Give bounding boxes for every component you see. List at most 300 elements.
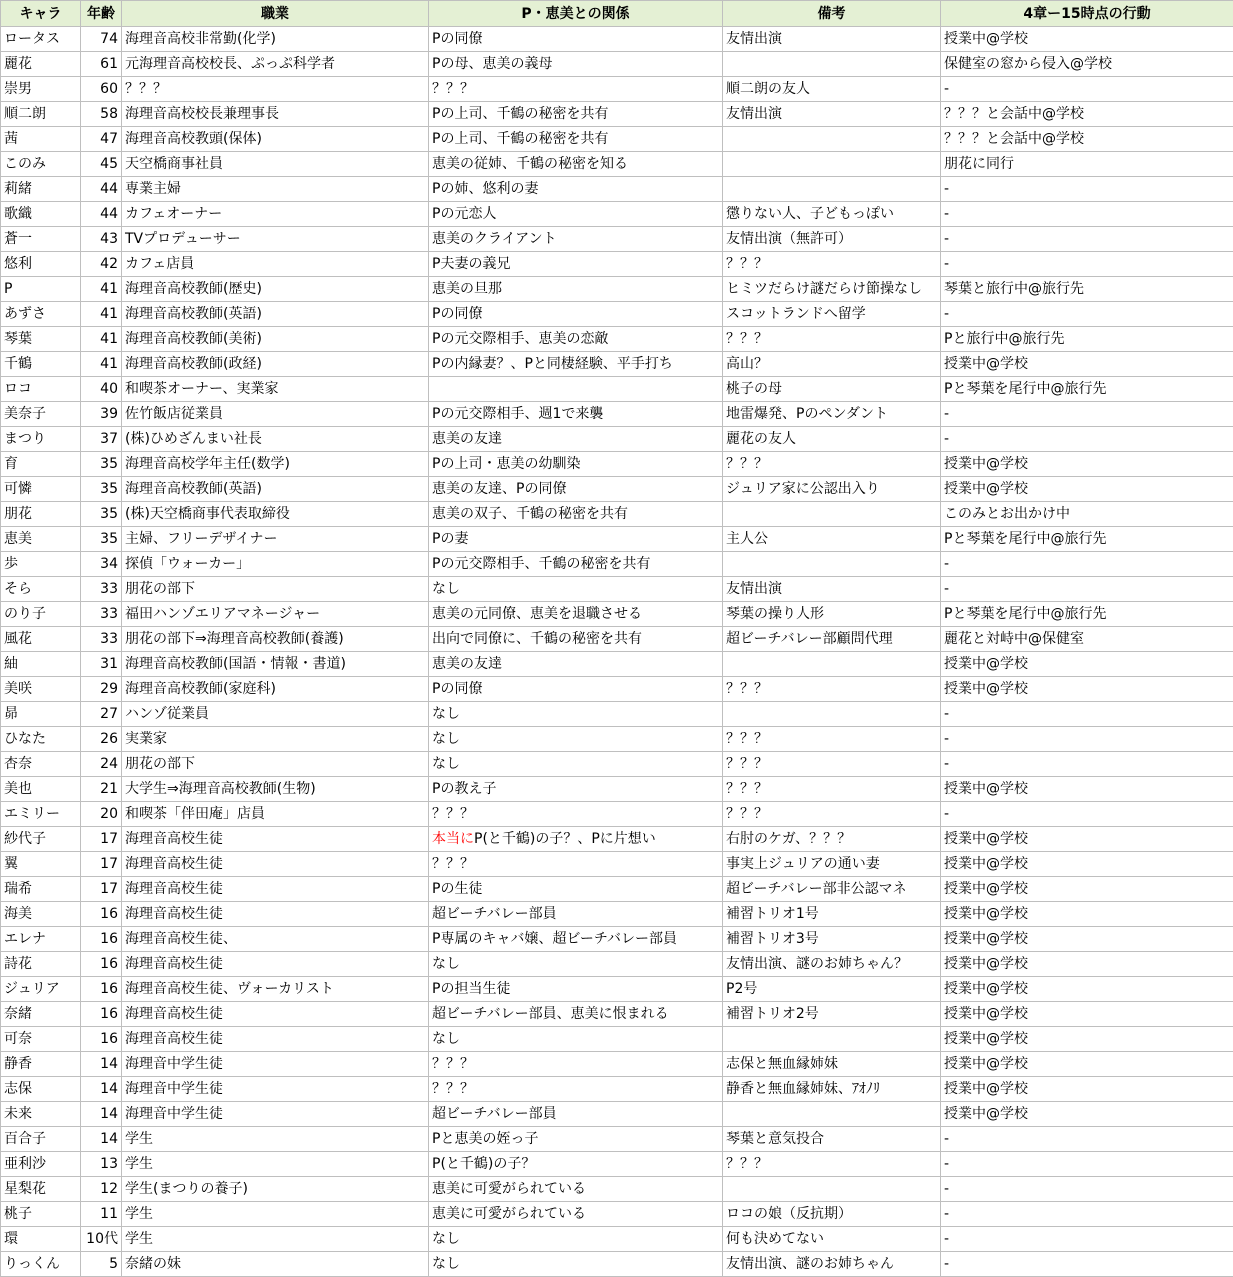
cell-chara[interactable]: 奈緒 [1,1002,81,1027]
cell-notes[interactable] [723,702,941,727]
cell-action[interactable]: - [941,1252,1233,1277]
cell-age[interactable]: 61 [81,52,122,77]
cell-job[interactable]: 天空橋商事社員 [122,152,429,177]
cell-notes[interactable] [723,177,941,202]
cell-job[interactable]: 学生 [122,1202,429,1227]
cell-job[interactable]: 学生(まつりの養子) [122,1177,429,1202]
cell-job[interactable]: 海理音高校生徒 [122,852,429,877]
cell-age[interactable]: 42 [81,252,122,277]
cell-age[interactable]: 58 [81,102,122,127]
cell-notes[interactable]: ？？？ [723,752,941,777]
cell-chara[interactable]: りっくん [1,1252,81,1277]
cell-job[interactable]: TVプロデューサー [122,227,429,252]
cell-age[interactable]: 17 [81,827,122,852]
cell-relation[interactable]: Pの元交際相手、週1で来襲 [429,402,723,427]
header-age[interactable]: 年齢 [81,1,122,27]
cell-age[interactable]: 44 [81,202,122,227]
cell-relation[interactable]: なし [429,752,723,777]
cell-relation[interactable]: 恵美の旦那 [429,277,723,302]
cell-notes[interactable]: 桃子の母 [723,377,941,402]
cell-action[interactable]: Pと琴葉を尾行中@旅行先 [941,377,1233,402]
cell-relation[interactable]: 恵美のクライアント [429,227,723,252]
cell-chara[interactable]: P [1,277,81,302]
cell-relation[interactable]: 超ビーチバレー部員 [429,902,723,927]
cell-action[interactable]: 授業中@学校 [941,977,1233,1002]
cell-action[interactable]: Pと旅行中@旅行先 [941,327,1233,352]
cell-job[interactable]: 海理音高校教頭(保体) [122,127,429,152]
cell-relation[interactable]: 出向で同僚に、千鶴の秘密を共有 [429,627,723,652]
cell-chara[interactable]: 千鶴 [1,352,81,377]
header-job[interactable]: 職業 [122,1,429,27]
cell-chara[interactable]: 可奈 [1,1027,81,1052]
cell-age[interactable]: 27 [81,702,122,727]
header-relation[interactable]: P・恵美との関係 [429,1,723,27]
cell-age[interactable]: 44 [81,177,122,202]
cell-action[interactable]: 授業中@学校 [941,927,1233,952]
cell-chara[interactable]: 紬 [1,652,81,677]
cell-job[interactable]: 海理音高校生徒 [122,1002,429,1027]
cell-notes[interactable]: ヒミツだらけ謎だらけ節操なし [723,277,941,302]
cell-action[interactable]: 授業中@学校 [941,852,1233,877]
cell-job[interactable]: ハンゾ従業員 [122,702,429,727]
cell-relation[interactable]: Pの教え子 [429,777,723,802]
cell-chara[interactable]: ロータス [1,27,81,52]
cell-relation[interactable]: ？？？ [429,852,723,877]
header-action[interactable]: 4章ー15時点の行動 [941,1,1233,27]
cell-action[interactable]: 琴葉と旅行中@旅行先 [941,277,1233,302]
cell-chara[interactable]: 未来 [1,1102,81,1127]
cell-relation[interactable]: 超ビーチバレー部員、恵美に恨まれる [429,1002,723,1027]
cell-age[interactable]: 33 [81,602,122,627]
cell-relation[interactable]: なし [429,952,723,977]
cell-age[interactable]: 16 [81,902,122,927]
cell-action[interactable]: - [941,1177,1233,1202]
cell-relation[interactable]: 恵美の従姉、千鶴の秘密を知る [429,152,723,177]
cell-notes[interactable]: ？？？ [723,1152,941,1177]
cell-age[interactable]: 45 [81,152,122,177]
cell-notes[interactable]: 高山？ [723,352,941,377]
cell-relation[interactable]: 恵美の友達 [429,427,723,452]
cell-relation[interactable]: Pの上司、千鶴の秘密を共有 [429,127,723,152]
cell-chara[interactable]: ロコ [1,377,81,402]
cell-relation[interactable]: 恵美に可愛がられている [429,1202,723,1227]
cell-notes[interactable] [723,552,941,577]
cell-job[interactable]: 和喫茶オーナー、実業家 [122,377,429,402]
cell-job[interactable]: 探偵「ウォーカー」 [122,552,429,577]
cell-chara[interactable]: 静香 [1,1052,81,1077]
cell-relation[interactable]: Pの担当生徒 [429,977,723,1002]
cell-relation[interactable]: Pの生徒 [429,877,723,902]
cell-notes[interactable]: ？？？ [723,677,941,702]
cell-age[interactable]: 33 [81,627,122,652]
cell-age[interactable]: 24 [81,752,122,777]
cell-chara[interactable]: 星梨花 [1,1177,81,1202]
cell-age[interactable]: 14 [81,1102,122,1127]
cell-notes[interactable] [723,52,941,77]
cell-job[interactable]: 海理音高校教師(英語) [122,302,429,327]
cell-relation[interactable]: Pの上司、千鶴の秘密を共有 [429,102,723,127]
cell-chara[interactable]: 紗代子 [1,827,81,852]
cell-job[interactable]: 海理音高校教師(政経) [122,352,429,377]
cell-action[interactable]: 授業中@学校 [941,952,1233,977]
cell-chara[interactable]: 麗花 [1,52,81,77]
cell-action[interactable]: 授業中@学校 [941,827,1233,852]
cell-age[interactable]: 17 [81,877,122,902]
cell-notes[interactable]: 主人公 [723,527,941,552]
cell-age[interactable]: 41 [81,277,122,302]
cell-relation[interactable]: Pの姉、悠利の妻 [429,177,723,202]
cell-age[interactable]: 11 [81,1202,122,1227]
cell-chara[interactable]: 琴葉 [1,327,81,352]
cell-job[interactable]: 大学生⇒海理音高校教師(生物) [122,777,429,802]
cell-age[interactable]: 16 [81,1002,122,1027]
cell-notes[interactable]: ロコの娘（反抗期） [723,1202,941,1227]
cell-notes[interactable]: 友情出演（無許可） [723,227,941,252]
cell-action[interactable]: 授業中@学校 [941,452,1233,477]
cell-action[interactable]: - [941,1202,1233,1227]
cell-action[interactable]: - [941,402,1233,427]
cell-action[interactable]: Pと琴葉を尾行中@旅行先 [941,602,1233,627]
cell-job[interactable]: 和喫茶「伴田庵」店員 [122,802,429,827]
cell-notes[interactable]: 志保と無血縁姉妹 [723,1052,941,1077]
cell-chara[interactable]: ジュリア [1,977,81,1002]
cell-job[interactable]: 海理音高校教師(家庭科) [122,677,429,702]
cell-job[interactable]: 海理音高校生徒、 [122,927,429,952]
cell-notes[interactable]: ？？？ [723,727,941,752]
cell-chara[interactable]: 風花 [1,627,81,652]
cell-action[interactable]: ？？？と会話中@学校 [941,127,1233,152]
cell-action[interactable]: - [941,202,1233,227]
cell-job[interactable]: (株)ひめざんまい社長 [122,427,429,452]
cell-job[interactable]: 学生 [122,1127,429,1152]
cell-chara[interactable]: 翼 [1,852,81,877]
cell-job[interactable]: 佐竹飯店従業員 [122,402,429,427]
cell-age[interactable]: 40 [81,377,122,402]
cell-chara[interactable]: 歩 [1,552,81,577]
cell-action[interactable]: - [941,577,1233,602]
cell-relation[interactable]: Pの同僚 [429,677,723,702]
cell-age[interactable]: 29 [81,677,122,702]
cell-age[interactable]: 35 [81,527,122,552]
cell-notes[interactable]: P2号 [723,977,941,1002]
cell-relation[interactable]: ？？？ [429,1052,723,1077]
cell-relation[interactable]: なし [429,1027,723,1052]
cell-notes[interactable]: 何も決めてない [723,1227,941,1252]
cell-action[interactable]: - [941,77,1233,102]
cell-job[interactable]: 海理音高校学年主任(数学) [122,452,429,477]
cell-action[interactable]: - [941,1127,1233,1152]
cell-age[interactable]: 21 [81,777,122,802]
cell-chara[interactable]: 育 [1,452,81,477]
cell-job[interactable]: 海理音高校非常勤(化学) [122,27,429,52]
cell-notes[interactable]: 事実上ジュリアの通い妻 [723,852,941,877]
cell-chara[interactable]: 百合子 [1,1127,81,1152]
cell-chara[interactable]: まつり [1,427,81,452]
cell-chara[interactable]: のり子 [1,602,81,627]
cell-age[interactable]: 31 [81,652,122,677]
cell-age[interactable]: 14 [81,1077,122,1102]
cell-action[interactable]: - [941,552,1233,577]
cell-job[interactable]: カフェ店員 [122,252,429,277]
cell-notes[interactable]: スコットランドへ留学 [723,302,941,327]
cell-age[interactable]: 35 [81,502,122,527]
cell-chara[interactable]: 美也 [1,777,81,802]
cell-notes[interactable]: 超ビーチバレー部顧問代理 [723,627,941,652]
cell-relation[interactable]: なし [429,1227,723,1252]
cell-action[interactable]: ？？？と会話中@学校 [941,102,1233,127]
cell-age[interactable]: 16 [81,977,122,1002]
cell-job[interactable]: 海理音高校生徒 [122,902,429,927]
cell-job[interactable]: 海理音中学生徒 [122,1077,429,1102]
cell-job[interactable]: 海理音高校生徒、ヴォーカリスト [122,977,429,1002]
cell-notes[interactable]: 地雷爆発、Pのペンダント [723,402,941,427]
cell-job[interactable]: 海理音高校生徒 [122,827,429,852]
cell-age[interactable]: 35 [81,477,122,502]
cell-job[interactable]: 海理音高校教師(国語・情報・書道) [122,652,429,677]
cell-chara[interactable]: 朋花 [1,502,81,527]
cell-relation[interactable]: P(と千鶴)の子？ [429,1152,723,1177]
cell-job[interactable]: 海理音高校生徒 [122,1027,429,1052]
cell-notes[interactable]: 麗花の友人 [723,427,941,452]
cell-action[interactable]: 授業中@学校 [941,27,1233,52]
cell-chara[interactable]: 杏奈 [1,752,81,777]
cell-action[interactable]: Pと琴葉を尾行中@旅行先 [941,527,1233,552]
cell-age[interactable]: 14 [81,1052,122,1077]
cell-relation[interactable]: なし [429,577,723,602]
cell-age[interactable]: 37 [81,427,122,452]
cell-age[interactable]: 10代 [81,1227,122,1252]
cell-chara[interactable]: 茜 [1,127,81,152]
cell-relation[interactable]: ？？？ [429,802,723,827]
cell-chara[interactable]: 可憐 [1,477,81,502]
cell-action[interactable]: 授業中@学校 [941,677,1233,702]
cell-notes[interactable]: 友情出演 [723,102,941,127]
cell-job[interactable]: 海理音高校生徒 [122,877,429,902]
cell-notes[interactable]: 超ビーチバレー部非公認マネ [723,877,941,902]
cell-action[interactable]: - [941,177,1233,202]
cell-relation[interactable]: Pと恵美の姪っ子 [429,1127,723,1152]
cell-action[interactable]: 授業中@学校 [941,1077,1233,1102]
cell-age[interactable]: 74 [81,27,122,52]
cell-age[interactable]: 35 [81,452,122,477]
cell-action[interactable]: - [941,427,1233,452]
cell-notes[interactable]: 順二朗の友人 [723,77,941,102]
cell-chara[interactable]: 志保 [1,1077,81,1102]
cell-relation[interactable] [429,827,723,852]
cell-age[interactable]: 41 [81,352,122,377]
cell-relation[interactable]: なし [429,727,723,752]
cell-job[interactable]: 朋花の部下 [122,577,429,602]
cell-notes[interactable]: 琴葉の操り人形 [723,602,941,627]
cell-chara[interactable]: あずさ [1,302,81,327]
cell-action[interactable]: 授業中@学校 [941,1102,1233,1127]
cell-relation[interactable]: Pの同僚 [429,27,723,52]
cell-relation[interactable]: Pの妻 [429,527,723,552]
cell-age[interactable]: 33 [81,577,122,602]
cell-action[interactable]: 朋花に同行 [941,152,1233,177]
cell-chara[interactable]: 恵美 [1,527,81,552]
cell-notes[interactable]: ？？？ [723,777,941,802]
cell-action[interactable]: - [941,1227,1233,1252]
cell-relation[interactable]: Pの内縁妻？、Pと同棲経験、平手打ち [429,352,723,377]
cell-chara[interactable]: 美奈子 [1,402,81,427]
cell-chara[interactable]: 瑞希 [1,877,81,902]
header-notes[interactable]: 備考 [723,1,941,27]
cell-job[interactable]: カフェオーナー [122,202,429,227]
cell-notes[interactable]: 友情出演 [723,27,941,52]
cell-relation[interactable]: Pの上司・恵美の幼馴染 [429,452,723,477]
cell-job[interactable]: 朋花の部下 [122,752,429,777]
cell-chara[interactable]: そら [1,577,81,602]
cell-action[interactable]: このみとお出かけ中 [941,502,1233,527]
cell-notes[interactable] [723,1027,941,1052]
cell-relation[interactable]: なし [429,1252,723,1277]
cell-chara[interactable]: エミリー [1,802,81,827]
cell-relation[interactable]: P専属のキャバ嬢、超ビーチバレー部員 [429,927,723,952]
cell-notes[interactable] [723,127,941,152]
cell-action[interactable]: 授業中@学校 [941,652,1233,677]
cell-age[interactable]: 47 [81,127,122,152]
cell-relation[interactable]: Pの元恋人 [429,202,723,227]
cell-relation[interactable]: Pの同僚 [429,302,723,327]
cell-chara[interactable]: 順二朗 [1,102,81,127]
cell-action[interactable]: 授業中@学校 [941,352,1233,377]
cell-job[interactable]: 主婦、フリーデザイナー [122,527,429,552]
cell-notes[interactable]: ？？？ [723,252,941,277]
cell-action[interactable]: 授業中@学校 [941,877,1233,902]
cell-notes[interactable]: 右肘のケガ、？？？ [723,827,941,852]
cell-action[interactable]: - [941,802,1233,827]
cell-chara[interactable]: 莉緒 [1,177,81,202]
cell-relation[interactable]: Pの元交際相手、恵美の恋敵 [429,327,723,352]
cell-job[interactable]: 学生 [122,1152,429,1177]
cell-notes[interactable] [723,1177,941,1202]
cell-job[interactable]: 海理音中学生徒 [122,1052,429,1077]
cell-chara[interactable]: 歌織 [1,202,81,227]
cell-notes[interactable]: 友情出演、謎のお姉ちゃん [723,1252,941,1277]
cell-notes[interactable]: 補習トリオ1号 [723,902,941,927]
cell-chara[interactable]: 美咲 [1,677,81,702]
cell-action[interactable]: - [941,302,1233,327]
cell-action[interactable]: 授業中@学校 [941,1002,1233,1027]
cell-age[interactable]: 20 [81,802,122,827]
cell-action[interactable]: 授業中@学校 [941,902,1233,927]
header-chara[interactable]: キャラ [1,1,81,27]
cell-age[interactable]: 43 [81,227,122,252]
cell-action[interactable]: - [941,752,1233,777]
cell-relation[interactable]: 恵美の友達 [429,652,723,677]
cell-job[interactable]: 学生 [122,1227,429,1252]
cell-job[interactable]: 奈緒の妹 [122,1252,429,1277]
cell-age[interactable]: 13 [81,1152,122,1177]
cell-chara[interactable]: ひなた [1,727,81,752]
cell-job[interactable]: 海理音高校生徒 [122,952,429,977]
cell-job[interactable]: 海理音高校教師(英語) [122,477,429,502]
cell-notes[interactable] [723,502,941,527]
cell-age[interactable]: 5 [81,1252,122,1277]
cell-job[interactable]: (株)天空橋商事代表取締役 [122,502,429,527]
cell-job[interactable]: ？？？ [122,77,429,102]
cell-notes[interactable]: 琴葉と意気投合 [723,1127,941,1152]
cell-notes[interactable]: 補習トリオ2号 [723,1002,941,1027]
cell-chara[interactable]: 蒼一 [1,227,81,252]
cell-chara[interactable]: このみ [1,152,81,177]
cell-job[interactable]: 福田ハンゾエリアマネージャー [122,602,429,627]
cell-job[interactable]: 海理音高校教師(歴史) [122,277,429,302]
cell-relation[interactable]: 恵美に可愛がられている [429,1177,723,1202]
cell-notes[interactable] [723,152,941,177]
cell-chara[interactable]: 海美 [1,902,81,927]
cell-notes[interactable] [723,652,941,677]
cell-action[interactable]: - [941,702,1233,727]
cell-relation[interactable]: なし [429,702,723,727]
cell-notes[interactable]: 友情出演 [723,577,941,602]
cell-action[interactable]: - [941,252,1233,277]
cell-action[interactable]: 保健室の窓から侵入@学校 [941,52,1233,77]
cell-chara[interactable]: 桃子 [1,1202,81,1227]
cell-chara[interactable]: エレナ [1,927,81,952]
cell-chara[interactable]: 亜利沙 [1,1152,81,1177]
cell-job[interactable]: 海理音高校教師(美術) [122,327,429,352]
cell-job[interactable]: 専業主婦 [122,177,429,202]
cell-action[interactable]: - [941,727,1233,752]
cell-job[interactable]: 海理音高校校長兼理事長 [122,102,429,127]
cell-action[interactable]: 麗花と対峙中@保健室 [941,627,1233,652]
cell-relation[interactable]: ？？？ [429,1077,723,1102]
cell-age[interactable]: 16 [81,952,122,977]
cell-notes[interactable]: 友情出演、謎のお姉ちゃん？ [723,952,941,977]
cell-action[interactable]: - [941,227,1233,252]
cell-action[interactable]: 授業中@学校 [941,1052,1233,1077]
cell-age[interactable]: 16 [81,1027,122,1052]
cell-age[interactable]: 26 [81,727,122,752]
cell-relation[interactable]: P夫妻の義兄 [429,252,723,277]
cell-job[interactable]: 元海理音高校校長、ぷっぷ科学者 [122,52,429,77]
cell-notes[interactable] [723,1102,941,1127]
cell-notes[interactable]: ？？？ [723,452,941,477]
cell-age[interactable]: 41 [81,302,122,327]
cell-chara[interactable]: 悠利 [1,252,81,277]
cell-age[interactable]: 12 [81,1177,122,1202]
cell-notes[interactable]: 静香と無血縁姉妹、ｱｵﾉﾘ [723,1077,941,1102]
cell-notes[interactable]: ？？？ [723,802,941,827]
cell-chara[interactable]: 詩花 [1,952,81,977]
cell-age[interactable]: 60 [81,77,122,102]
cell-relation[interactable] [429,377,723,402]
cell-job[interactable]: 海理音中学生徒 [122,1102,429,1127]
cell-age[interactable]: 41 [81,327,122,352]
cell-notes[interactable]: 補習トリオ3号 [723,927,941,952]
cell-action[interactable]: 授業中@学校 [941,1027,1233,1052]
cell-relation[interactable]: 恵美の元同僚、恵美を退職させる [429,602,723,627]
cell-age[interactable]: 14 [81,1127,122,1152]
cell-relation[interactable]: Pの元交際相手、千鶴の秘密を共有 [429,552,723,577]
cell-job[interactable]: 実業家 [122,727,429,752]
cell-chara[interactable]: 昴 [1,702,81,727]
cell-chara[interactable]: 環 [1,1227,81,1252]
cell-age[interactable]: 39 [81,402,122,427]
cell-notes[interactable]: ジュリア家に公認出入り [723,477,941,502]
cell-notes[interactable]: ？？？ [723,327,941,352]
cell-relation[interactable]: ？？？ [429,77,723,102]
cell-action[interactable]: - [941,1152,1233,1177]
cell-action[interactable]: 授業中@学校 [941,777,1233,802]
cell-age[interactable]: 34 [81,552,122,577]
cell-age[interactable]: 16 [81,927,122,952]
cell-job[interactable]: 朋花の部下⇒海理音高校教師(養護) [122,627,429,652]
cell-chara[interactable]: 崇男 [1,77,81,102]
cell-notes[interactable]: 懲りない人、子どもっぽい [723,202,941,227]
